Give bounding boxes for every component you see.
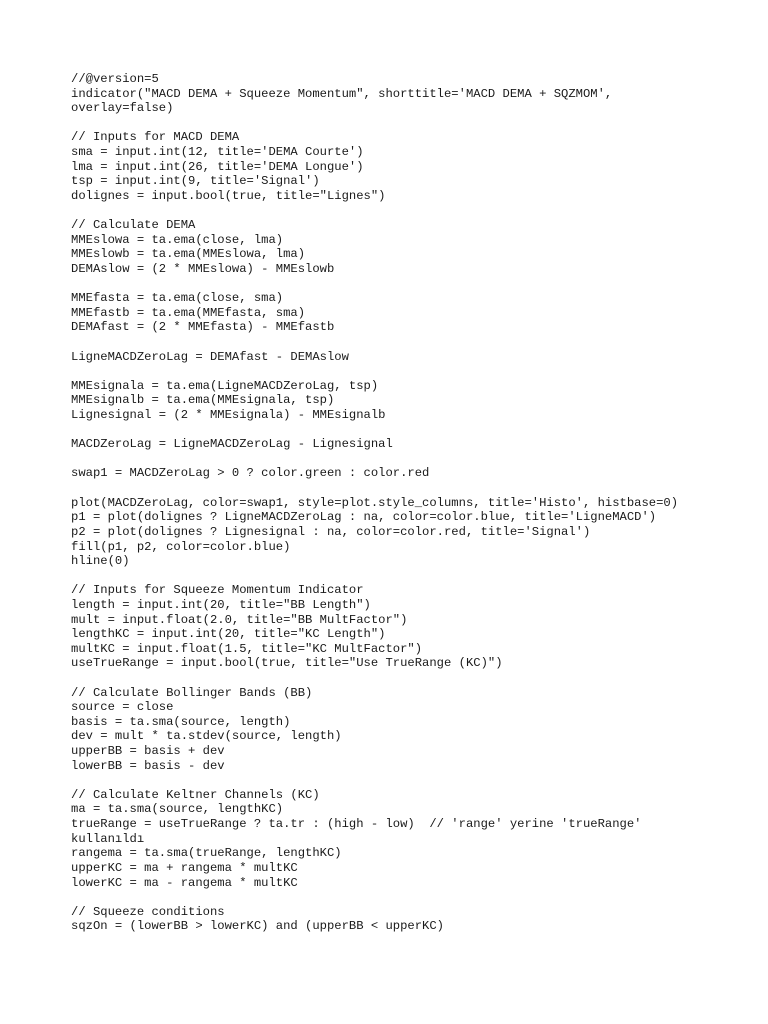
code-line: mult = input.float(2.0, title="BB MultFactor") xyxy=(71,612,408,627)
code-line: swap1 = MACDZeroLag > 0 ? color.green : color.red xyxy=(71,466,430,481)
code-line: lengthKC = input.int(20, title="KC Length") xyxy=(71,627,386,642)
code-line: Lignesignal = (2 * MMEsignala) - MMEsignalb xyxy=(71,408,386,423)
code-line: overlay=false) xyxy=(71,101,174,116)
code-line: p2 = plot(dolignes ? Lignesignal : na, color=color.red, title='Signal') xyxy=(71,524,591,539)
blank-line xyxy=(71,335,751,350)
code-line: useTrueRange = input.bool(true, title="Use TrueRange (KC)") xyxy=(71,656,503,671)
code-line: // Squeeze conditions xyxy=(71,904,225,919)
code-line: lowerKC = ma - rangema * multKC xyxy=(71,875,298,890)
blank-line xyxy=(71,364,751,379)
code-line: // Calculate Keltner Channels (KC) xyxy=(71,787,320,802)
code-line: kullanıldı xyxy=(71,831,145,846)
code-line: multKC = input.float(1.5, title="KC MultFactor") xyxy=(71,641,423,656)
code-line: MMEfasta = ta.ema(close, sma) xyxy=(71,291,284,306)
code-line: MMEslowb = ta.ema(MMEslowa, lma) xyxy=(71,247,306,262)
code-line: MMEsignala = ta.ema(LigneMACDZeroLag, tsp) xyxy=(71,378,379,393)
code-line: LigneMACDZeroLag = DEMAfast - DEMAslow xyxy=(71,349,349,364)
blank-line xyxy=(71,116,751,131)
code-line: MMEslowa = ta.ema(close, lma) xyxy=(71,232,284,247)
blank-line xyxy=(71,277,751,292)
blank-line xyxy=(71,671,751,686)
code-line: // Calculate DEMA xyxy=(71,218,196,233)
blank-line xyxy=(71,569,751,584)
blank-line xyxy=(71,203,751,218)
code-line: lowerBB = basis - dev xyxy=(71,758,225,773)
code-line: upperKC = ma + rangema * multKC xyxy=(71,860,298,875)
code-line: indicator("MACD DEMA + Squeeze Momentum", shorttitle='MACD DEMA + SQZMOM', xyxy=(71,86,613,101)
blank-line xyxy=(71,481,751,496)
code-line: MMEsignalb = ta.ema(MMEsignala, tsp) xyxy=(71,393,335,408)
code-line: upperBB = basis + dev xyxy=(71,744,225,759)
code-line: rangema = ta.sma(trueRange, lengthKC) xyxy=(71,846,342,861)
code-line: dolignes = input.bool(true, title="Lignes") xyxy=(71,188,386,203)
code-line: lma = input.int(26, title='DEMA Longue') xyxy=(71,159,364,174)
code-line: sqzOn = (lowerBB > lowerKC) and (upperBB < upperKC) xyxy=(71,919,444,934)
blank-line xyxy=(71,773,751,788)
code-line: length = input.int(20, title="BB Length") xyxy=(71,597,371,612)
code-line: DEMAslow = (2 * MMEslowa) - MMEslowb xyxy=(71,261,335,276)
blank-line xyxy=(71,890,751,905)
code-line: basis = ta.sma(source, length) xyxy=(71,714,291,729)
code-line: tsp = input.int(9, title='Signal') xyxy=(71,174,320,189)
code-line: plot(MACDZeroLag, color=swap1, style=plot.style_columns, title='Histo', histbase=0) xyxy=(71,495,679,510)
code-line: ma = ta.sma(source, lengthKC) xyxy=(71,802,284,817)
code-line: sma = input.int(12, title='DEMA Courte') xyxy=(71,145,364,160)
code-line: p1 = plot(dolignes ? LigneMACDZeroLag : na, color=color.blue, title='LigneMACD') xyxy=(71,510,657,525)
code-line: // Calculate Bollinger Bands (BB) xyxy=(71,685,313,700)
code-line: // Inputs for Squeeze Momentum Indicator xyxy=(71,583,364,598)
blank-line xyxy=(71,452,751,467)
code-block xyxy=(71,72,751,934)
code-line: //@version=5 xyxy=(71,72,159,86)
code-line: hline(0) xyxy=(71,554,130,569)
code-line: dev = mult * ta.stdev(source, length) xyxy=(71,729,342,744)
code-line: DEMAfast = (2 * MMEfasta) - MMEfastb xyxy=(71,320,335,335)
code-line: MACDZeroLag = LigneMACDZeroLag - Lignesignal xyxy=(71,437,393,452)
blank-line xyxy=(71,423,751,438)
code-line: MMEfastb = ta.ema(MMEfasta, sma) xyxy=(71,305,306,320)
code-line: source = close xyxy=(71,700,174,715)
code-line: fill(p1, p2, color=color.blue) xyxy=(71,539,291,554)
code-line: trueRange = useTrueRange ? ta.tr : (high - low) // 'range' yerine 'trueRange' xyxy=(71,817,642,832)
code-line: // Inputs for MACD DEMA xyxy=(71,130,240,145)
